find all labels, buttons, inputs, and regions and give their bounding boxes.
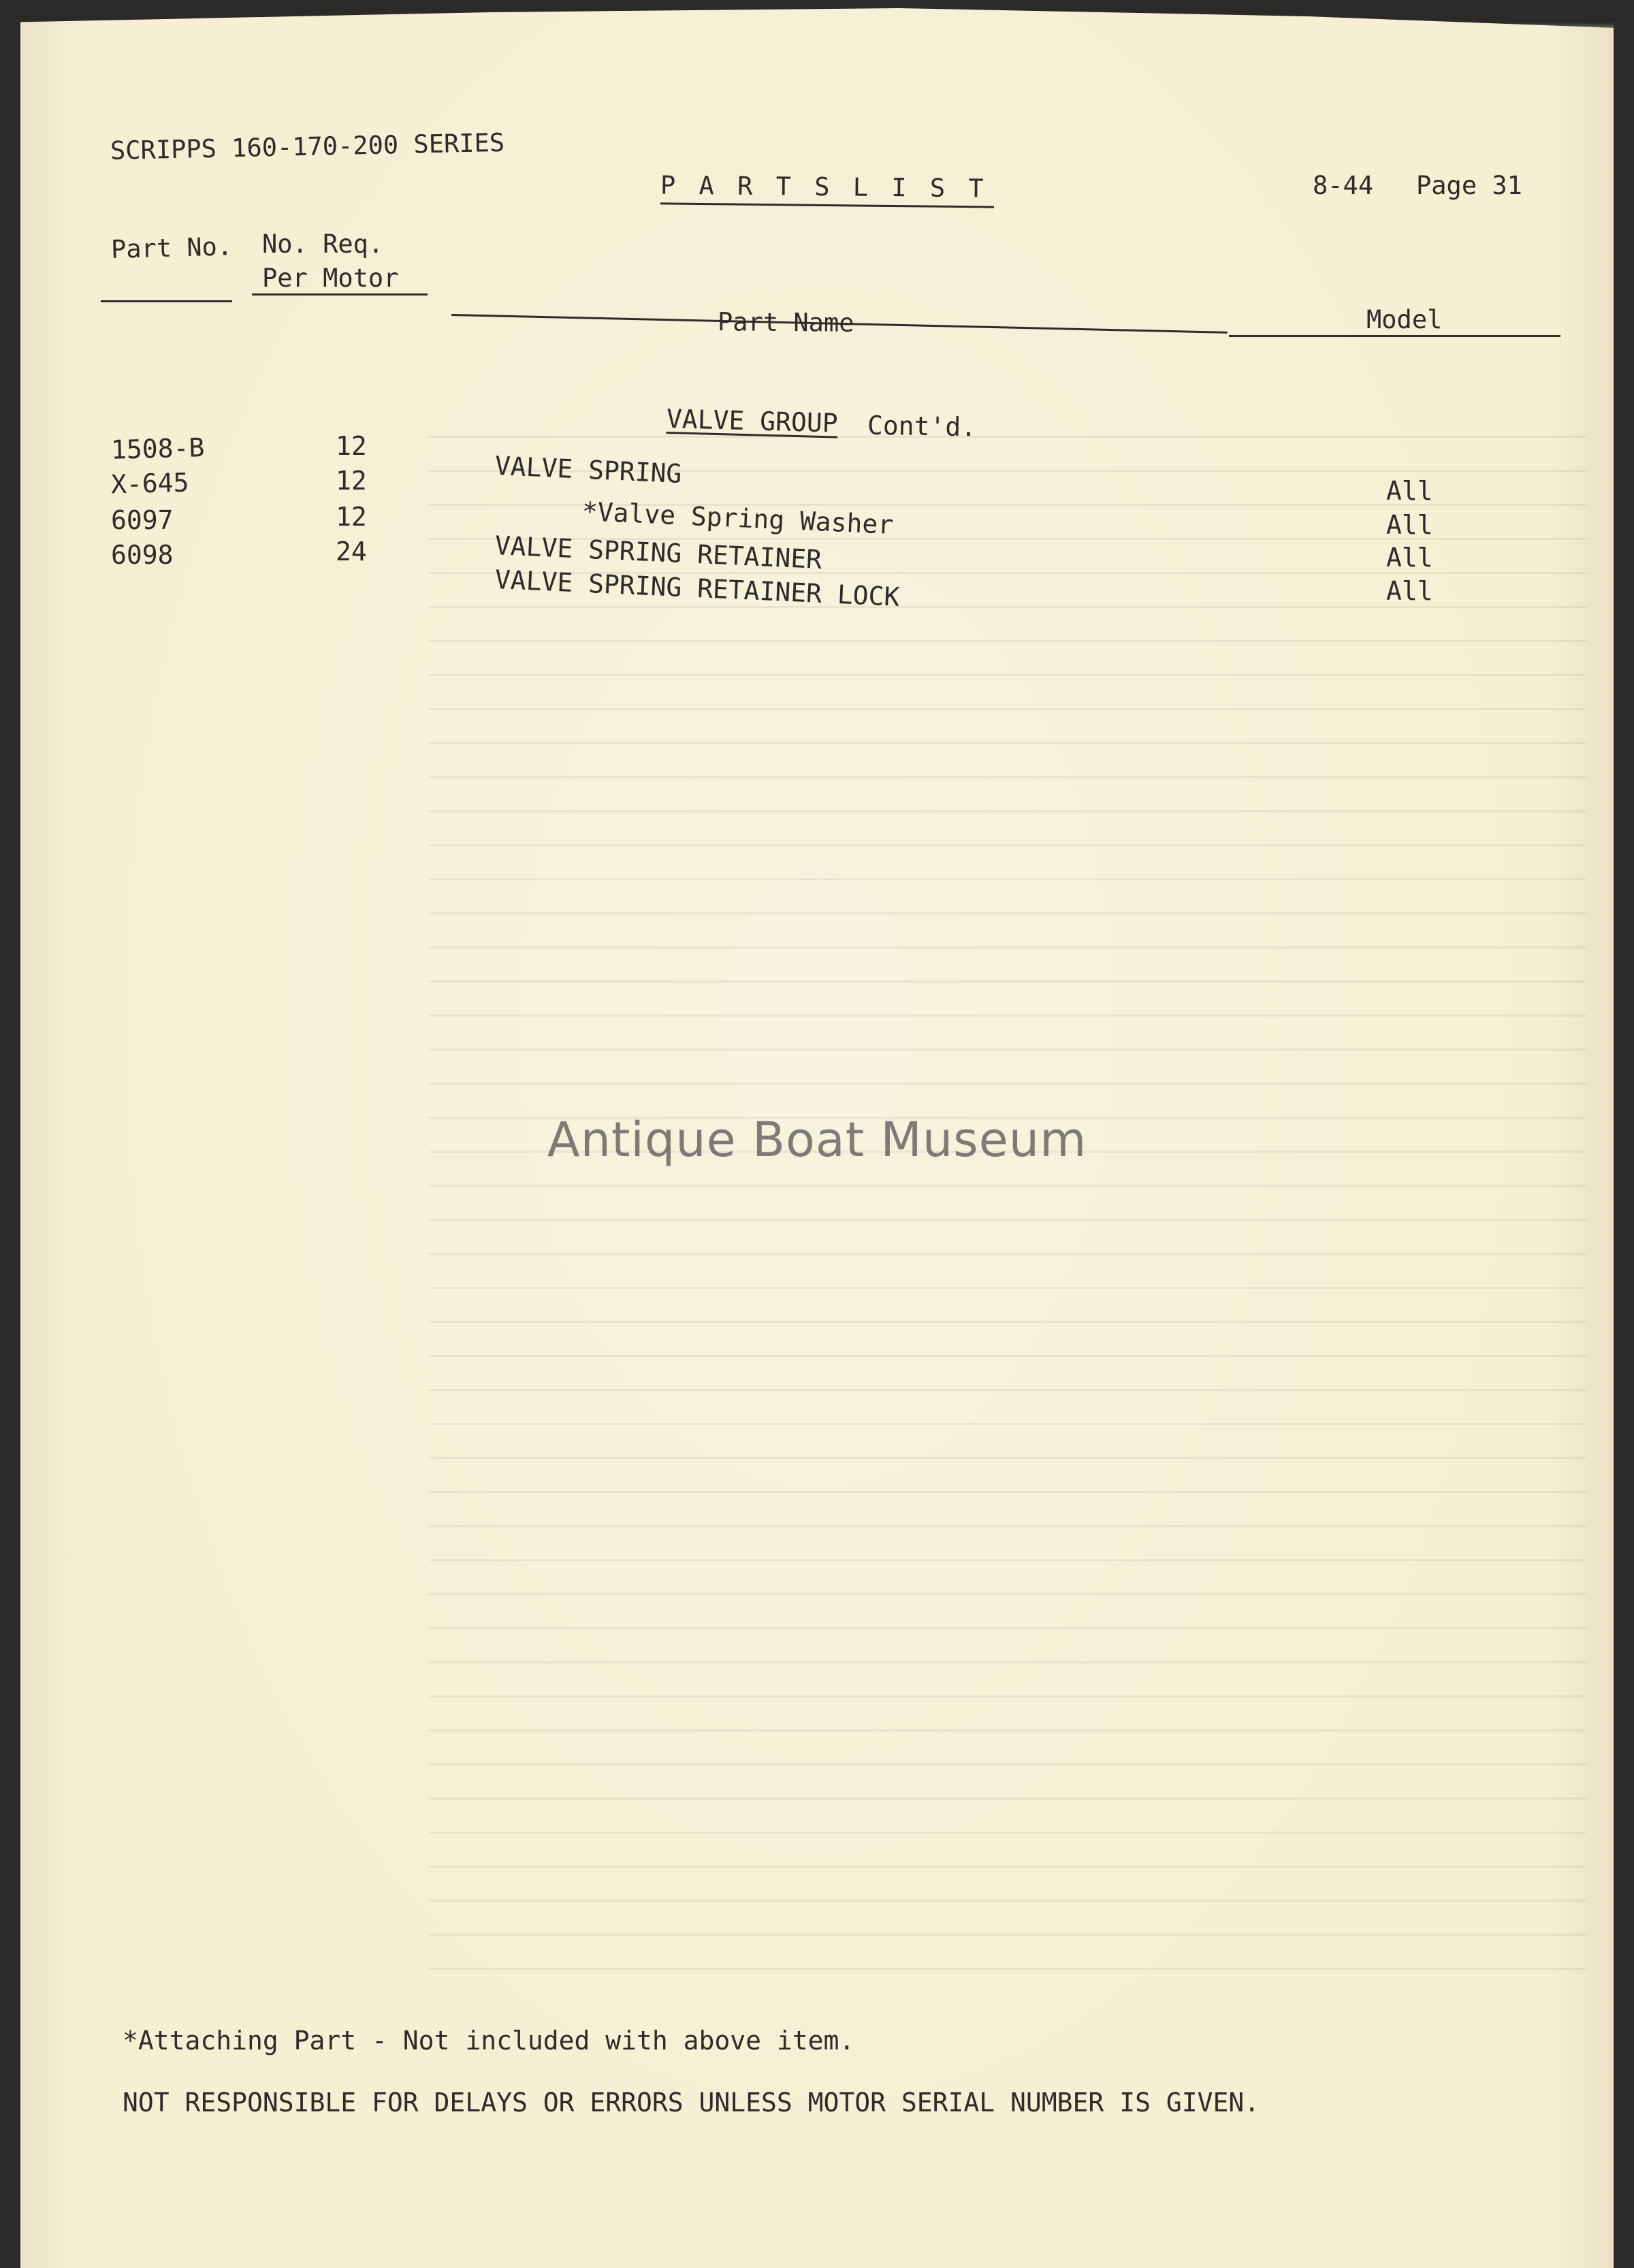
- part-name: *Valve Spring Washer: [581, 496, 895, 540]
- part-number: X-645: [110, 467, 189, 500]
- bleed-through-text: [429, 436, 1586, 1988]
- document-page: [20, 0, 1614, 2268]
- document-title: P A R T S L I S T: [660, 170, 988, 204]
- title-underline: [660, 202, 994, 208]
- disclaimer: NOT RESPONSIBLE FOR DELAYS OR ERRORS UNLESS MOTOR SERIAL NUMBER IS GIVEN.: [123, 2088, 1260, 2118]
- quantity: 12: [336, 502, 367, 532]
- model: All: [1386, 510, 1433, 540]
- page-number: Page 31: [1416, 171, 1522, 200]
- group-title: VALVE GROUP: [666, 404, 839, 438]
- part-name: VALVE SPRING RETAINER: [494, 530, 822, 575]
- group-title-suffix: Cont'd.: [867, 410, 977, 443]
- document-date: 8-44: [1313, 171, 1374, 200]
- quantity: 12: [336, 431, 367, 461]
- footnote: *Attaching Part - Not included with above item.: [123, 2026, 855, 2056]
- model: All: [1386, 476, 1433, 506]
- column-header-part-name: Part Name: [717, 307, 854, 338]
- header-rule-model: [1229, 335, 1560, 337]
- model: All: [1386, 576, 1433, 606]
- quantity: 24: [336, 537, 367, 566]
- series-title: SCRIPPS 160-170-200 SERIES: [110, 127, 505, 165]
- part-number: 6097: [111, 505, 174, 535]
- column-header-part-no: Part No.: [110, 231, 233, 264]
- column-header-model: Model: [1366, 305, 1443, 334]
- header-rule-no-req: [252, 293, 428, 296]
- column-header-no-req: No. Req.: [262, 229, 384, 259]
- watermark: Antique Boat Museum: [547, 1112, 1087, 1168]
- model: All: [1386, 543, 1433, 573]
- part-number: 1508-B: [110, 432, 205, 465]
- part-name: VALVE SPRING RETAINER LOCK: [494, 564, 901, 612]
- part-number: 6098: [111, 540, 174, 570]
- column-header-per-motor: Per Motor: [262, 263, 399, 293]
- part-name: VALVE SPRING: [494, 451, 683, 489]
- quantity: 12: [336, 466, 367, 496]
- header-rule-part-no: [101, 300, 232, 302]
